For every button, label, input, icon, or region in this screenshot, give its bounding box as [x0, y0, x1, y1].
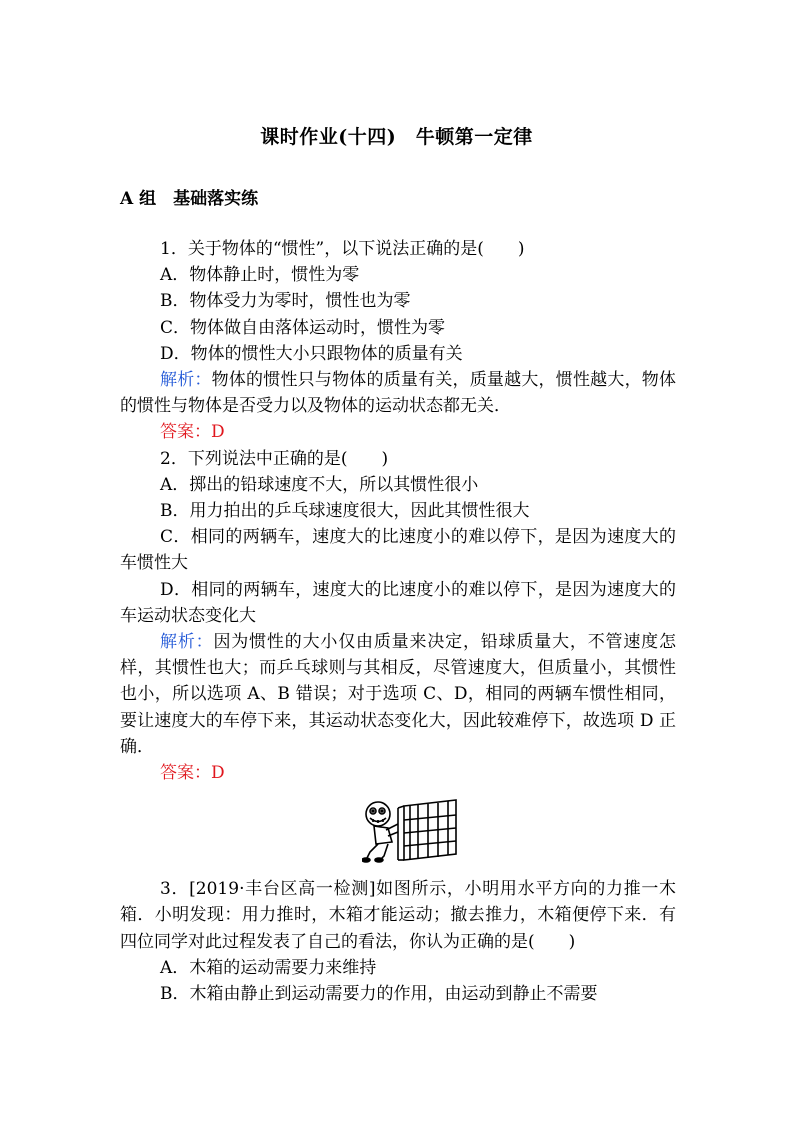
- question-2-option-d: D．相同的两辆车，速度大的比速度小的难以停下，是因为速度大的车运动状态变化大: [120, 579, 676, 626]
- question-2-answer: [120, 760, 676, 786]
- question-3-stem: 3．[2019·丰台区高一检测]如图所示，小明用水平方向的力推一木箱．小明发现：用力推时，木箱才能运动；撤去推力，木箱便停下来．有四位同学对此过程发表了自己的看法，你认为正确的是( ): [120, 879, 676, 952]
- question-3-option-a: A．木箱的运动需要力来维持: [160, 957, 377, 978]
- question-2-option-a: A．掷出的铅球速度不大，所以其惯性很小: [160, 474, 479, 495]
- question-1-analysis: [120, 367, 676, 419]
- answer-value: D: [211, 763, 225, 784]
- analysis-label: 解析：: [160, 632, 214, 653]
- question-1-answer: [120, 419, 676, 445]
- question-3-option-b: B．木箱由静止到运动需要力的作用，由运动到静止不需要: [160, 984, 598, 1005]
- figure: [120, 798, 676, 864]
- question-2-option-b: B．用力拍出的乒乓球速度很大，因此其惯性很大: [160, 501, 530, 522]
- question-2-option-c: C．相同的两辆车，速度大的比速度小的难以停下，是因为速度大的车惯性大: [120, 527, 676, 574]
- section-heading: A 组 基础落实练: [120, 189, 259, 209]
- question-1-stem: 1．关于物体的“惯性”，以下说法正确的是( ): [160, 239, 525, 259]
- answer-value: D: [211, 422, 225, 443]
- analysis-text: 物体的惯性只与物体的质量有关，质量越大，惯性越大，物体的惯性与物体是否受力以及物体的运动状态都无关．: [120, 370, 677, 417]
- analysis-label: 解析：: [160, 370, 212, 391]
- question-1-option-b: B．物体受力为零时，惯性也为零: [160, 291, 411, 312]
- question-list: [120, 236, 676, 1007]
- question-2-analysis: [120, 629, 676, 760]
- answer-label: 答案：: [160, 763, 211, 784]
- question-1-option-c: C．物体做自由落体运动时，惯性为零: [160, 317, 446, 338]
- boy-pushing-crate-illustration: [362, 798, 464, 864]
- page-title: 课时作业(十四) 牛顿第一定律: [260, 126, 533, 148]
- analysis-text: 因为惯性的大小仅由质量来决定，铅球质量大，不管速度怎样，其惯性也大；而乒乓球则与其相反，尽管速度大，但质量小，其惯性也小，所以选项 A、B 错误；对于选项 C、D，相同的两辆车惯性相同，要让速度大的车停下来，其运动状态变化大，因此较难停下，故选项 D 正确．: [120, 632, 677, 757]
- answer-label: 答案：: [160, 422, 211, 443]
- question-1-option-d: D．物体的惯性大小只跟物体的质量有关: [160, 343, 463, 364]
- question-1-option-a: A．物体静止时，惯性为零: [160, 265, 360, 286]
- question-2-stem: 2．下列说法中正确的是( ): [160, 448, 389, 469]
